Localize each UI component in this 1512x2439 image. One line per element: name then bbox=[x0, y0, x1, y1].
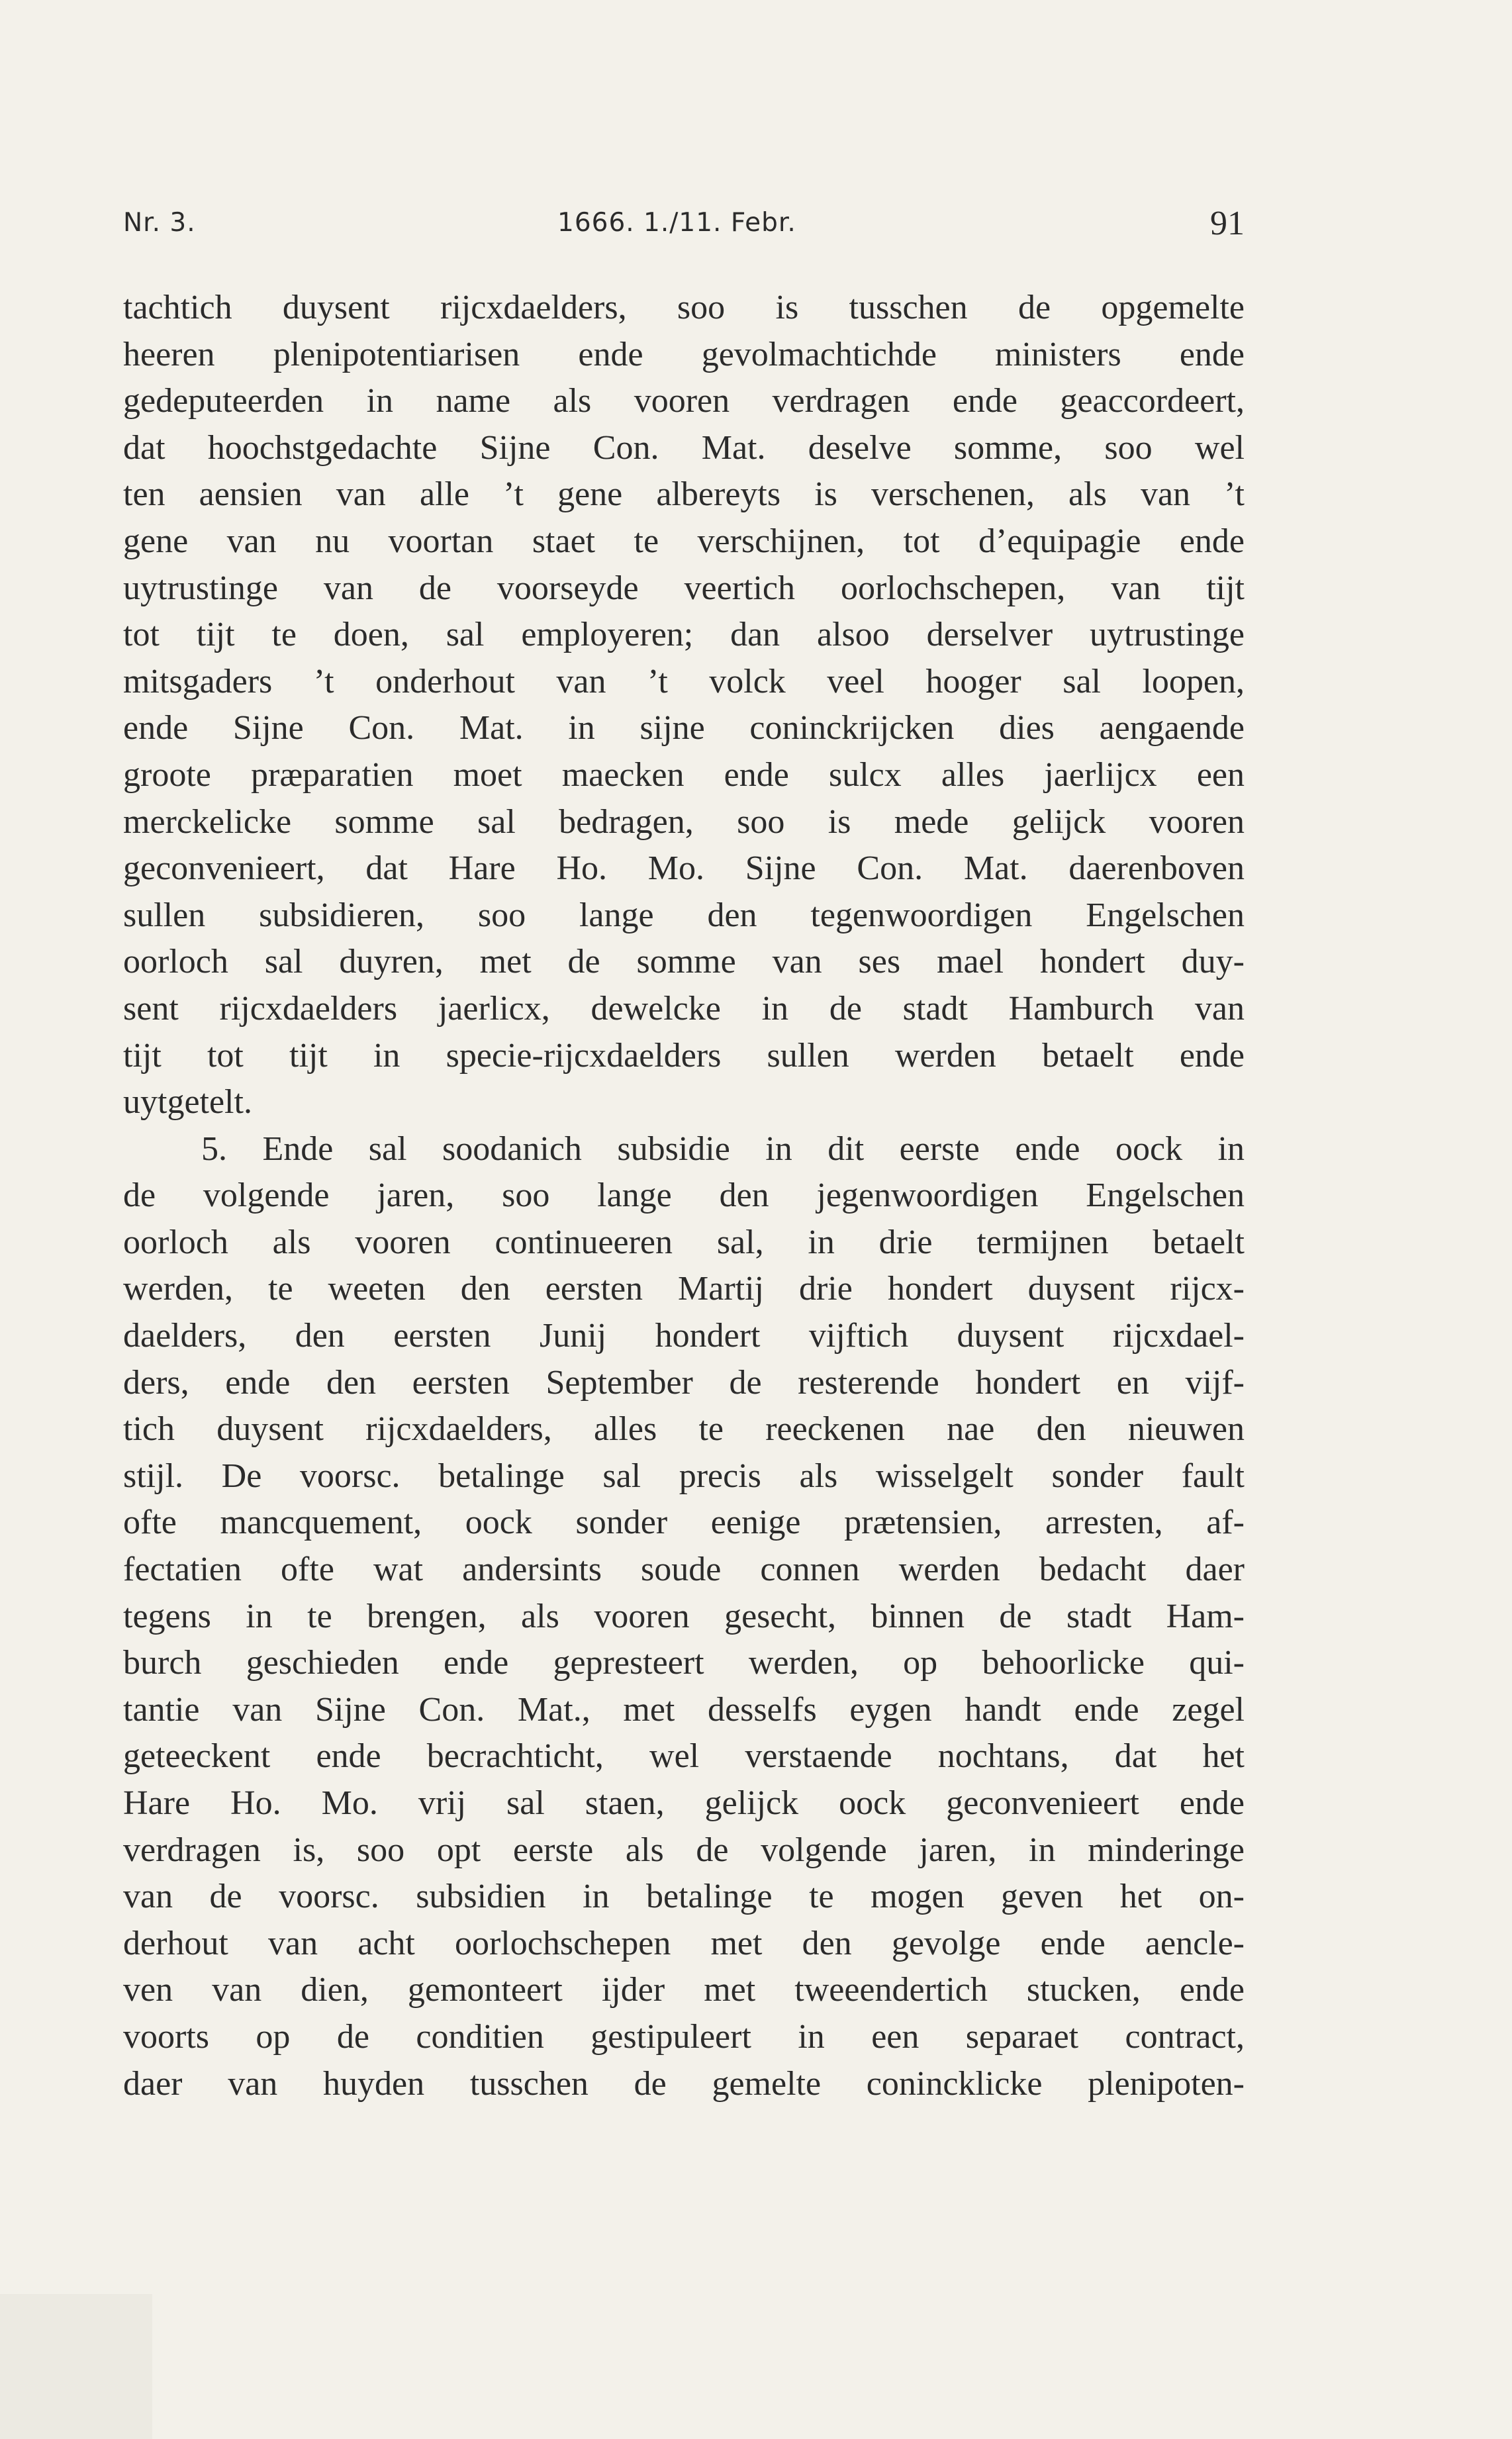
text-line: tich duysent rijcxdaelders, alles te reeckenen nae den nieuwen bbox=[123, 1410, 1245, 1449]
text-line: daer van huyden tusschen de gemelte conincklicke plenipoten- bbox=[123, 2064, 1245, 2103]
text-line: de volgende jaren, soo lange den jegenwoordigen Engelschen bbox=[123, 1176, 1245, 1215]
text-line: tachtich duysent rijcxdaelders, soo is tusschen de opgemelte bbox=[123, 289, 1245, 326]
text-line: ders, ende den eersten September de resterende hondert en vijf- bbox=[123, 1363, 1245, 1402]
text-line: oorloch sal duyren, met de somme van ses mael hondert duy- bbox=[123, 943, 1245, 981]
document-number: Nr. 3. bbox=[123, 208, 196, 238]
text-line: tijt tot tijt in specie-rijcxdaelders sullen werden betaelt ende bbox=[123, 1036, 1245, 1075]
text-line: fectatien ofte wat andersints soude connen werden bedacht daer bbox=[123, 1551, 1245, 1589]
text-line: derhout van acht oorlochschepen met den gevolge ende aencle- bbox=[123, 1924, 1245, 1962]
text-line: mitsgaders ’t onderhout van ’t volck veel hooger sal loopen, bbox=[123, 662, 1245, 700]
text-line: werden, te weeten den eersten Martij drie hondert duysent rijcx- bbox=[123, 1270, 1245, 1308]
page-number: 91 bbox=[1210, 205, 1245, 242]
text-line: tantie van Sijne Con. Mat., met desselfs eygen handt ende zegel bbox=[123, 1690, 1245, 1729]
text-line: voorts op de conditien gestipuleert in een separaet contract, bbox=[123, 2017, 1245, 2056]
text-line: burch geschieden ende gepresteert werden, op behoorlicke qui- bbox=[123, 1644, 1245, 1682]
text-line: geteeckent ende becrachticht, wel verstaende nochtans, dat het bbox=[123, 1737, 1245, 1776]
text-line: merckelicke somme sal bedragen, soo is mede gelijck vooren bbox=[123, 802, 1245, 841]
text-line: oorloch als vooren continueeren sal, in drie termijnen betaelt bbox=[123, 1223, 1245, 1261]
text-line: groote præparatien moet maecken ende sulcx alles jaerlijcx een bbox=[123, 755, 1245, 794]
text-line: dat hoochstgedachte Sijne Con. Mat. deselve somme, soo wel bbox=[123, 428, 1245, 467]
page-edge-shadow bbox=[0, 2294, 152, 2439]
text-line: ende Sijne Con. Mat. in sijne coninckrijcken dies aengaende bbox=[123, 709, 1245, 747]
text-line: gene van nu voortan staet te verschijnen, tot d’equipagie ende bbox=[123, 522, 1245, 560]
text-line: sullen subsidieren, soo lange den tegenwoordigen Engelschen bbox=[123, 896, 1245, 934]
text-line: geconvenieert, dat Hare Ho. Mo. Sijne Con. Mat. daerenboven bbox=[123, 849, 1245, 888]
text-line: verdragen is, soo opt eerste als de volgende jaren, in minderinge bbox=[123, 1831, 1245, 1869]
text-line: ofte mancquement, oock sonder eenige prætensien, arresten, af- bbox=[123, 1504, 1245, 1542]
text-line: sent rijcxdaelders jaerlicx, dewelcke in de stadt Hamburch van bbox=[123, 989, 1245, 1028]
text-line: gedeputeerden in name als vooren verdragen ende geaccordeert, bbox=[123, 382, 1245, 420]
text-line: heeren plenipotentiarisen ende gevolmachtichde ministers ende bbox=[123, 335, 1245, 373]
body-text bbox=[123, 285, 1245, 2107]
document-date: 1666. 1./11. Febr. bbox=[557, 208, 796, 238]
text-line: uytgetelt. bbox=[123, 1083, 252, 1122]
text-line: stijl. De voorsc. betalinge sal precis als wisselgelt sonder fault bbox=[123, 1457, 1245, 1495]
text-line: uytrustinge van de voorseyde veertich oorlochschepen, van tijt bbox=[123, 569, 1245, 607]
text-line: ten aensien van alle ’t gene albereyts is verschenen, als van ’t bbox=[123, 475, 1245, 514]
text-line: Hare Ho. Mo. vrij sal staen, gelijck oock geconvenieert ende bbox=[123, 1784, 1245, 1822]
running-head bbox=[123, 204, 1245, 244]
text-line: daelders, den eersten Junij hondert vijftich duysent rijcxdael- bbox=[123, 1317, 1245, 1355]
section-5-first-line: 5. Ende sal soodanich subsidie in dit eerste ende oock in bbox=[201, 1129, 1245, 1168]
text-line: tegens in te brengen, als vooren gesecht, binnen de stadt Ham- bbox=[123, 1597, 1245, 1635]
text-line: van de voorsc. subsidien in betalinge te mogen geven het on- bbox=[123, 1878, 1245, 1916]
text-line: tot tijt te doen, sal employeren; dan alsoo derselver uytrustinge bbox=[123, 616, 1245, 654]
text-line: ven van dien, gemonteert ijder met tweeendertich stucken, ende bbox=[123, 1971, 1245, 2009]
